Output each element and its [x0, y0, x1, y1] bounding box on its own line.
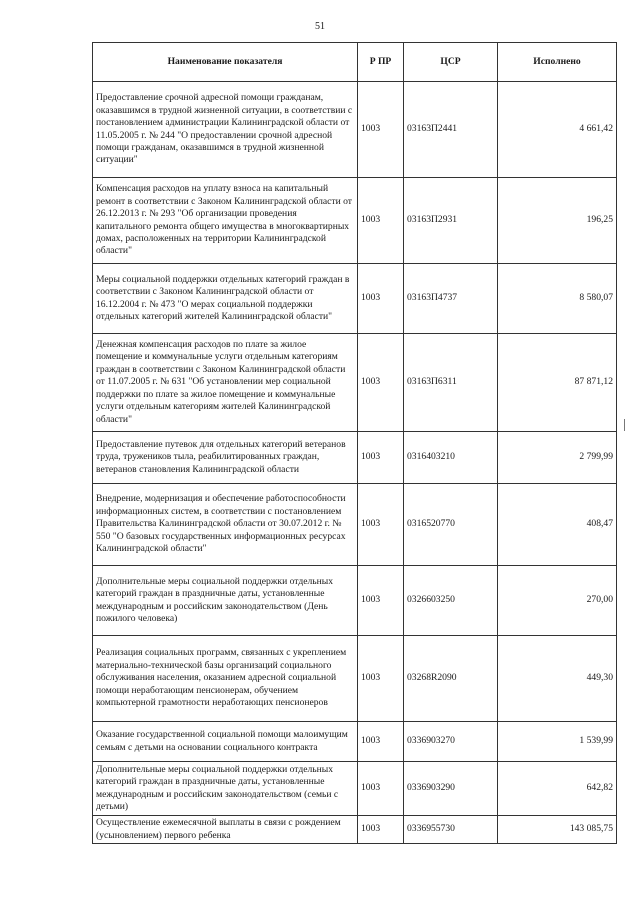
row-rpr: 1003 [358, 484, 404, 566]
row-value: 196,25 [498, 178, 617, 264]
table-row [93, 636, 617, 722]
row-rpr: 1003 [358, 82, 404, 178]
row-rpr: 1003 [358, 264, 404, 334]
row-csr: 03268R2090 [404, 636, 498, 722]
row-name: Внедрение, модернизация и обеспечение работоспособности информационных систем, в соответствии с постановлением Правительства Калининградской области от 30.07.2012 г. № 550 "О базовых государственных информационных ресурсах Калининградской области" [93, 484, 358, 566]
table-row [93, 264, 617, 334]
row-rpr: 1003 [358, 762, 404, 816]
table-row [93, 762, 617, 816]
row-rpr: 1003 [358, 566, 404, 636]
table-header-row [93, 43, 617, 82]
row-csr: 0316520770 [404, 484, 498, 566]
row-rpr: 1003 [358, 334, 404, 432]
row-value: 449,30 [498, 636, 617, 722]
row-name: Дополнительные меры социальной поддержки отдельных категорий граждан в праздничные даты, установленные международным и российским законодательством (День пожилого человека) [93, 566, 358, 636]
row-name: Реализация социальных программ, связанных с укреплением материально-технической базы организаций социального обслуживания населения, оказанием адресной социальной помощи неработающим пенсионерам, обучением компьютерной грамотности неработающих пенсионеров [93, 636, 358, 722]
row-name: Предоставление срочной адресной помощи гражданам, оказавшимся в трудной жизненной ситуации, в соответствии с постановлением администрации Калининградской области от 11.05.2005 г. № 244 "О предоставлении срочной адресной помощи гражданам, оказавшимся в трудной жизненной ситуации" [93, 82, 358, 178]
row-value: 8 580,07 [498, 264, 617, 334]
header-done: Исполнено [498, 43, 617, 82]
table-row [93, 334, 617, 432]
row-name: Осуществление ежемесячной выплаты в связи с рождением (усыновлением) первого ребенка [93, 816, 358, 844]
row-name: Предоставление путевок для отдельных категорий ветеранов труда, тружеников тыла, реабилитированных граждан, ветеранов становления Калининградской области [93, 432, 358, 484]
row-csr: 03163П4737 [404, 264, 498, 334]
table-row [93, 566, 617, 636]
row-csr: 0326603250 [404, 566, 498, 636]
row-csr: 03163П2931 [404, 178, 498, 264]
table-row [93, 178, 617, 264]
row-name: Дополнительные меры социальной поддержки отдельных категорий граждан в праздничные даты, установленные международным и российским законодательством (семьи с детьми) [93, 762, 358, 816]
table-row [93, 82, 617, 178]
scan-edge-mark [624, 419, 625, 431]
row-value: 87 871,12 [498, 334, 617, 432]
table-row [93, 432, 617, 484]
row-value: 143 085,75 [498, 816, 617, 844]
row-name: Компенсация расходов на уплату взноса на капитальный ремонт в соответствии с Законом Калининградской области от 26.12.2013 г. № 293 "Об организации проведения капитального ремонта общего имущества в многоквартирных домах, расположенных на территории Калининградской области" [93, 178, 358, 264]
row-rpr: 1003 [358, 178, 404, 264]
header-csr: ЦСР [404, 43, 498, 82]
header-name: Наименование показателя [93, 43, 358, 82]
page-number: 51 [315, 21, 325, 32]
row-value: 2 799,99 [498, 432, 617, 484]
budget-execution-table [92, 42, 617, 844]
row-value: 642,82 [498, 762, 617, 816]
table-row [93, 722, 617, 762]
row-name: Оказание государственной социальной помощи малоимущим семьям с детьми на основании социального контракта [93, 722, 358, 762]
row-rpr: 1003 [358, 432, 404, 484]
row-rpr: 1003 [358, 636, 404, 722]
row-rpr: 1003 [358, 722, 404, 762]
row-value: 4 661,42 [498, 82, 617, 178]
row-csr: 0316403210 [404, 432, 498, 484]
row-value: 408,47 [498, 484, 617, 566]
row-rpr: 1003 [358, 816, 404, 844]
header-rpr: Р ПР [358, 43, 404, 82]
table-row [93, 484, 617, 566]
row-csr: 0336903270 [404, 722, 498, 762]
row-csr: 0336955730 [404, 816, 498, 844]
row-csr: 03163П2441 [404, 82, 498, 178]
row-name: Меры социальной поддержки отдельных категорий граждан в соответствии с Законом Калининградской области от 16.12.2004 г. № 473 "О мерах социальной поддержки отдельных категорий жителей Калининградской области" [93, 264, 358, 334]
row-name: Денежная компенсация расходов по плате за жилое помещение и коммунальные услуги отдельным категориям граждан в соответствии с Законом Калининградской области от 11.07.2005 г. № 631 "Об установлении мер социальной поддержки по плате за жилое помещение и коммунальные услуги отдельным категориям жителей Калининградской области" [93, 334, 358, 432]
row-value: 1 539,99 [498, 722, 617, 762]
row-csr: 03163П6311 [404, 334, 498, 432]
table-row [93, 816, 617, 844]
row-value: 270,00 [498, 566, 617, 636]
row-csr: 0336903290 [404, 762, 498, 816]
